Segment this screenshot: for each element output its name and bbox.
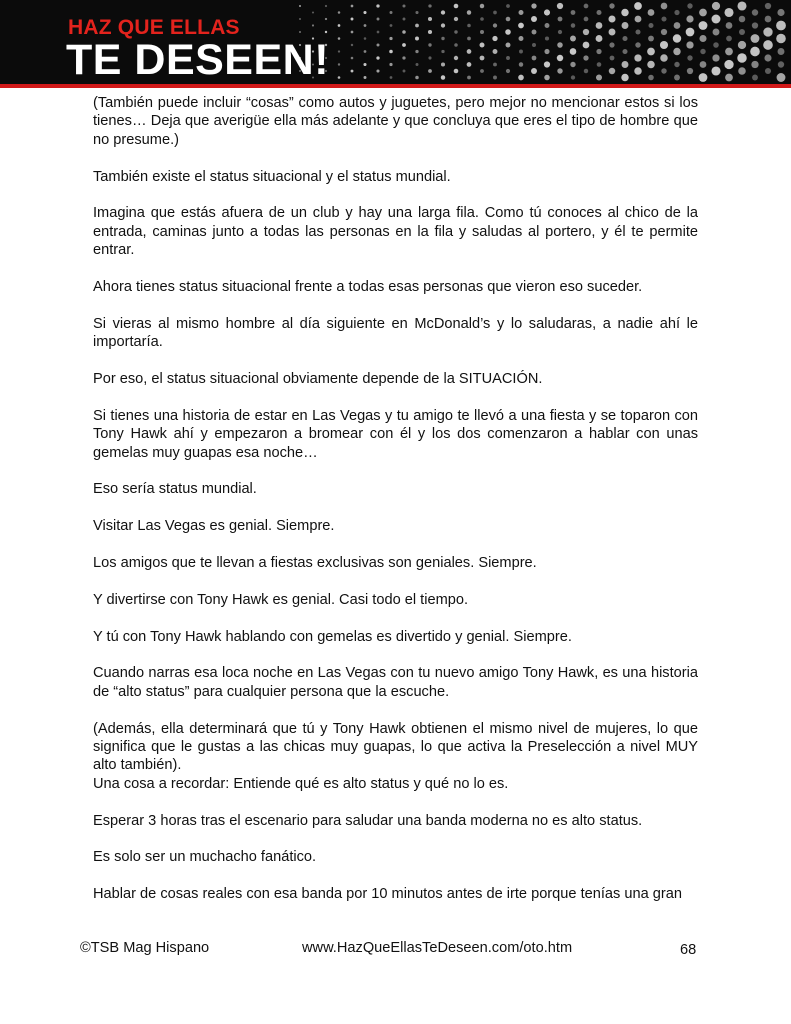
header-dot	[583, 55, 588, 60]
page-header	[0, 0, 791, 84]
header-dot	[558, 30, 562, 34]
header-dot	[377, 18, 380, 21]
header-dot	[480, 17, 484, 21]
header-dot	[402, 43, 406, 47]
header-dot	[416, 63, 419, 66]
header-dot	[674, 75, 680, 81]
header-dot	[596, 74, 602, 80]
header-dot	[699, 73, 708, 82]
header-dot	[480, 4, 484, 8]
header-dot	[402, 56, 405, 59]
paragraph: Eso sería status mundial.	[93, 481, 257, 498]
header-dot	[299, 5, 301, 7]
header-dot	[544, 49, 549, 54]
header-dot	[480, 69, 484, 73]
header-dot	[390, 11, 393, 14]
header-dot	[765, 68, 771, 74]
header-dot	[737, 1, 746, 10]
header-dot	[518, 75, 524, 81]
header-dot	[389, 37, 392, 40]
header-dot	[454, 69, 459, 74]
paragraph: Y divertirse con Tony Hawk es genial. Casi todo el tiempo.	[93, 591, 469, 608]
header-dot	[325, 5, 327, 7]
header-dot	[441, 37, 444, 40]
header-dot	[622, 61, 629, 68]
header-dot	[648, 75, 654, 81]
header-dot	[674, 62, 679, 67]
header-dot	[699, 9, 707, 17]
header-dot	[493, 49, 498, 54]
header-dot	[583, 29, 589, 35]
header-dot	[557, 68, 562, 73]
header-dot	[724, 60, 733, 69]
header-dot	[571, 23, 575, 27]
header-dot	[700, 49, 705, 54]
header-dot	[557, 42, 563, 48]
header-dot	[726, 22, 733, 29]
header-dot	[390, 76, 393, 79]
header-dot	[571, 75, 575, 79]
header-dot	[686, 15, 693, 22]
paragraph: Si vieras al mismo hombre al día siguiente en McDonald’s y lo saludaras, a nadie ahí le importaría.	[93, 315, 698, 351]
paragraph: Esperar 3 horas tras el escenario para saludar una banda moderna no es alto status.	[93, 812, 643, 829]
header-dot	[622, 22, 629, 29]
header-dot	[570, 36, 576, 42]
header-dot	[441, 75, 445, 79]
header-dot	[609, 68, 616, 75]
header-dot	[687, 3, 692, 8]
header-dot	[635, 42, 640, 47]
header-dot	[584, 4, 589, 9]
header-dot	[454, 4, 459, 9]
header-dot	[635, 16, 642, 23]
brand-tagline: HAZ QUE ELLAS	[68, 16, 240, 39]
header-dot	[376, 4, 379, 7]
header-dot	[467, 10, 471, 14]
header-dot	[687, 55, 692, 60]
header-dot	[764, 54, 771, 61]
header-dot	[660, 41, 668, 49]
paragraph: (También puede incluir “cosas” como autos y juguetes, pero mejor no mencionar estos si los tienes… Deja que averigüe ella más adelante y que concluya que eres el tipo de hombre que no presume.)	[93, 95, 698, 148]
paragraph: Imagina que estás afuera de un club y hay una larga fila. Como tú conoces al chico de la entrada, caminas junto a todas las personas en la fila y saludas al portero, y él te permite entrar.	[93, 205, 698, 259]
header-dot	[570, 62, 575, 67]
header-dot	[661, 68, 666, 73]
header-dot	[402, 4, 405, 7]
header-dot	[415, 76, 419, 80]
header-dot	[777, 73, 786, 82]
header-dot	[351, 57, 354, 60]
header-dot	[363, 63, 366, 66]
header-dot	[376, 56, 379, 59]
header-dot	[544, 61, 550, 67]
paragraph: Cuando narras esa loca noche en Las Vegas con tu nuevo amigo Tony Hawk, es una historia de “alto status” para cualquier persona que la escuche.	[93, 665, 698, 700]
header-dot	[441, 62, 445, 66]
header-dot	[415, 37, 419, 41]
header-dot	[389, 50, 393, 54]
header-dot	[299, 31, 301, 33]
header-dot	[428, 69, 432, 73]
header-dot	[325, 31, 327, 33]
header-dot	[506, 69, 510, 73]
paragraph: Los amigos que te llevan a fiestas exclusivas son geniales. Siempre.	[93, 555, 537, 572]
header-dot	[609, 42, 614, 47]
header-dot	[596, 10, 601, 15]
header-dot	[403, 18, 406, 21]
header-dot	[752, 22, 758, 28]
header-dot	[363, 11, 366, 14]
header-dot	[621, 9, 628, 16]
header-dot	[647, 61, 655, 69]
header-dot	[661, 29, 667, 35]
header-dot	[725, 48, 733, 56]
header-dot	[505, 29, 511, 35]
header-dot	[428, 4, 431, 7]
header-dot	[621, 74, 628, 81]
header-dot	[738, 41, 746, 49]
header-dot	[544, 75, 550, 81]
header-red-stripe	[0, 84, 791, 88]
header-dot	[480, 30, 484, 34]
header-dot	[765, 3, 771, 9]
header-dot	[428, 56, 431, 59]
header-dot	[674, 22, 681, 29]
header-dot	[752, 9, 758, 15]
header-dot	[674, 10, 679, 15]
header-dot	[609, 3, 614, 8]
footer-copyright: ©TSB Mag Hispano	[80, 940, 210, 956]
header-dot	[338, 11, 341, 14]
header-dot	[724, 8, 733, 17]
header-dot	[584, 69, 588, 73]
header-dot	[338, 50, 340, 52]
header-dot	[532, 30, 537, 35]
header-dot	[351, 18, 354, 21]
paragraph: Es solo ser un muchacho fanático.	[93, 849, 317, 866]
header-dot	[532, 43, 536, 47]
header-dot	[351, 31, 354, 34]
paragraph: Si tienes una historia de estar en Las Vegas y tu amigo te llevó a una fiesta y se toparon con Tony Hawk ahí y empezaron a bromear con él y los dos comenzaron a hablar con unas gemelas muy guapas esa noche…	[93, 407, 698, 461]
header-dot	[686, 28, 695, 37]
header-dot	[519, 50, 523, 54]
header-dot	[596, 35, 603, 42]
header-dot	[596, 49, 601, 54]
header-dot	[776, 21, 786, 31]
header-dot	[712, 2, 720, 10]
header-dot	[597, 62, 602, 67]
header-dot	[454, 43, 458, 47]
paragraph: Una cosa a recordar: Entiende qué es alto status y qué no lo es.	[93, 775, 509, 792]
header-dot	[312, 11, 314, 13]
header-dot	[531, 16, 537, 22]
header-dot	[608, 15, 615, 22]
header-dot	[531, 68, 537, 74]
header-dot	[506, 4, 510, 8]
header-dot	[545, 23, 550, 28]
header-dot	[454, 56, 458, 60]
header-dot	[506, 56, 510, 60]
header-dot	[377, 31, 380, 34]
header-dot	[545, 36, 549, 40]
header-dot	[389, 63, 392, 66]
header-dot	[765, 16, 772, 23]
header-dot	[493, 76, 497, 80]
header-dot	[622, 36, 627, 41]
header-dot	[441, 10, 445, 14]
header-dot	[763, 40, 773, 50]
header-dot	[338, 37, 341, 40]
header-dot	[699, 35, 706, 42]
header-dot	[415, 24, 419, 28]
header-dot	[557, 3, 563, 9]
header-dot	[506, 17, 511, 22]
header-dot	[622, 49, 627, 54]
header-dot	[338, 24, 341, 27]
header-dot	[558, 17, 563, 22]
header-dot	[467, 62, 472, 67]
header-dot	[739, 16, 746, 23]
header-dot	[441, 23, 445, 27]
paragraph: También existe el status situacional y el status mundial.	[93, 168, 451, 185]
header-dot	[338, 76, 341, 79]
header-dot	[660, 54, 667, 61]
header-dot	[712, 54, 719, 61]
header-dot	[519, 10, 524, 15]
header-dot	[557, 55, 563, 61]
header-dot	[750, 47, 760, 57]
header-dot	[686, 41, 693, 48]
header-dot	[673, 34, 681, 42]
paragraph: Ahora tienes status situacional frente a todas esas personas que vieron eso suceder.	[93, 279, 643, 296]
paragraph: Y tú con Tony Hawk hablando con gemelas es divertido y genial. Siempre.	[93, 628, 572, 645]
header-dot	[376, 69, 379, 72]
page-footer	[0, 940, 791, 962]
header-dot	[351, 44, 353, 46]
header-dot	[648, 9, 655, 16]
header-dot	[428, 30, 432, 34]
header-dot	[778, 48, 785, 55]
document-body	[93, 94, 698, 922]
paragraph: (Además, ella determinará que tú y Tony Hawk obtienen el mismo nivel de mujeres, lo que significa que le gustas a las chicas muy guapas, lo que activa la Preselección a nivel MUY alto también).	[93, 720, 698, 774]
header-dot	[403, 70, 406, 73]
header-dot	[634, 2, 642, 10]
header-dot	[467, 37, 471, 41]
header-dot	[493, 23, 497, 27]
header-dot	[519, 36, 524, 41]
header-dot	[532, 56, 537, 61]
footer-url: www.HazQueEllasTeDeseen.com/oto.htm	[302, 940, 573, 956]
header-dot	[531, 3, 536, 8]
header-dot	[634, 54, 641, 61]
header-dot	[687, 68, 693, 74]
header-dot	[635, 29, 640, 34]
header-dot	[661, 3, 668, 10]
header-dot	[610, 56, 615, 61]
header-dot	[299, 18, 301, 20]
header-dot	[609, 29, 616, 36]
header-dot	[725, 74, 733, 82]
header-dot	[739, 29, 745, 35]
header-dot	[584, 17, 589, 22]
paragraph: Hablar de cosas reales con esa banda por 10 minutos antes de irte porque tenías una gran	[93, 886, 682, 903]
header-dot	[364, 76, 367, 79]
header-dot	[454, 17, 458, 21]
header-dot	[738, 67, 746, 75]
header-dot	[454, 30, 457, 33]
header-dot	[699, 21, 708, 30]
header-dot	[415, 50, 418, 53]
header-dot	[661, 16, 666, 21]
header-dot	[402, 30, 406, 34]
header-dot	[312, 24, 314, 26]
header-dot	[752, 75, 758, 81]
header-dot	[480, 56, 485, 61]
header-dot	[428, 17, 432, 21]
header-dot	[492, 36, 497, 41]
header-dot	[467, 49, 472, 54]
paragraph: Visitar Las Vegas es genial. Siempre.	[93, 518, 335, 535]
header-dot	[338, 63, 340, 65]
header-dot	[647, 48, 655, 56]
header-dot	[544, 9, 550, 15]
header-dot	[726, 36, 732, 42]
header-dot	[518, 23, 524, 29]
header-dot	[751, 34, 760, 43]
header-dot	[713, 42, 719, 48]
page-number: 68	[680, 942, 697, 958]
header-dot	[777, 9, 784, 16]
header-dot	[351, 5, 354, 8]
header-dot	[493, 63, 497, 67]
header-dot	[467, 24, 471, 28]
header-dot	[648, 23, 653, 28]
header-dot	[571, 10, 576, 15]
header-dot	[377, 44, 380, 47]
header-dot	[325, 18, 327, 20]
header-dot	[713, 29, 720, 36]
header-dot	[480, 43, 485, 48]
header-dot	[428, 43, 431, 46]
header-dot	[364, 24, 367, 27]
header-dot	[634, 67, 642, 75]
header-dot	[763, 27, 772, 36]
header-dot	[712, 15, 721, 24]
header-dot	[737, 53, 747, 63]
header-dot	[441, 50, 444, 53]
header-dot	[415, 11, 418, 14]
header-dot	[776, 34, 786, 44]
header-dot	[700, 61, 707, 68]
header-dot	[673, 48, 680, 55]
header-dot	[648, 36, 654, 42]
header-dot	[390, 24, 393, 27]
header-dot	[583, 42, 590, 49]
header-dot	[570, 48, 577, 55]
header-dot	[351, 70, 354, 73]
header-dot	[596, 22, 603, 29]
header-dot	[506, 43, 511, 48]
brand-title: TE DESEEN!	[66, 36, 330, 84]
paragraph: Por eso, el status situacional obviamente depende de la SITUACIÓN.	[93, 371, 543, 388]
header-dot	[711, 66, 720, 75]
header-dot	[493, 11, 497, 15]
header-dot	[364, 50, 367, 53]
header-dot	[751, 61, 758, 68]
header-dot	[519, 62, 523, 66]
header-dot	[364, 37, 367, 40]
header-dot	[467, 76, 471, 80]
header-dot	[778, 61, 784, 67]
